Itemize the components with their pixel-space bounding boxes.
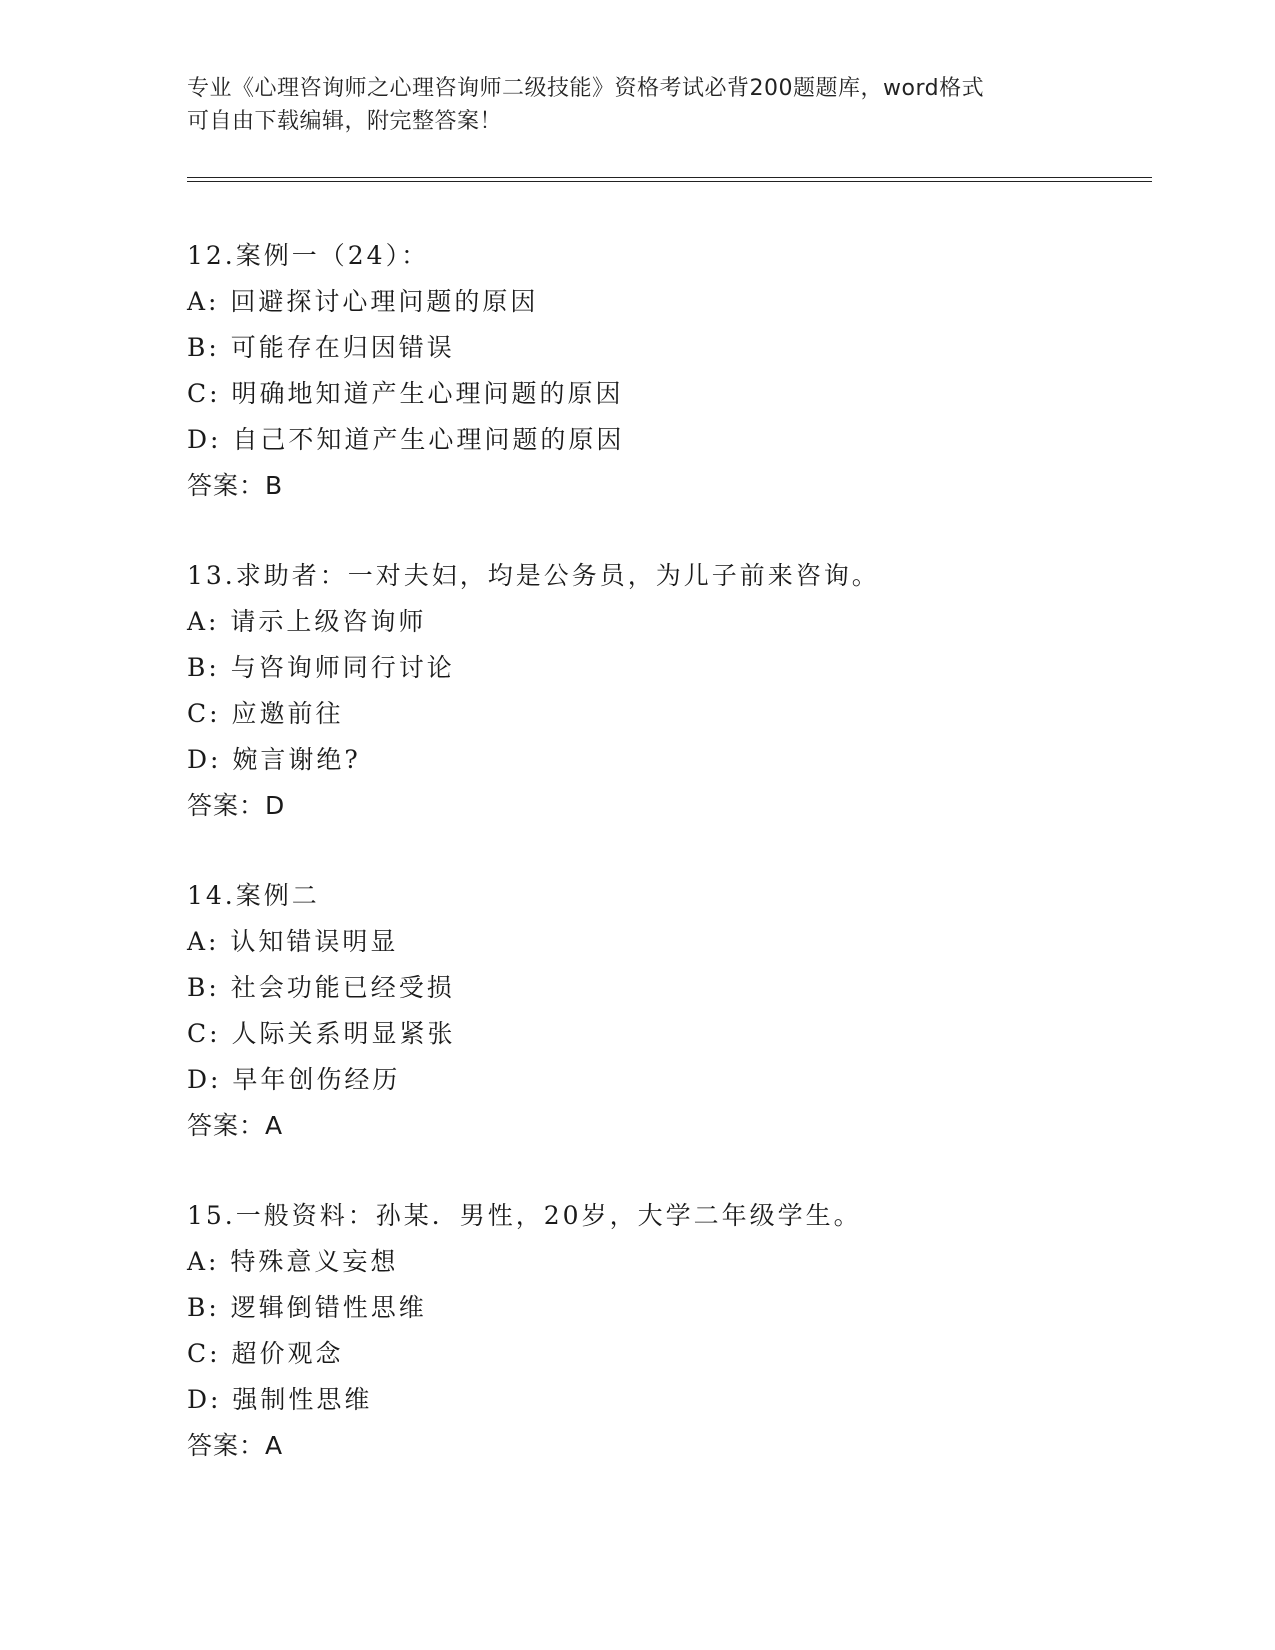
answer: 答案：A: [187, 1111, 284, 1140]
option-c: C: 应邀前往: [187, 699, 344, 728]
question-13: [187, 553, 1147, 873]
option-d: D: 强制性思维: [187, 1385, 373, 1414]
header-divider-top: [187, 177, 1152, 178]
question-stem: 13.求助者：一对夫妇，均是公务员，为儿子前来咨询。: [187, 561, 880, 590]
option-d: D: 自己不知道产生心理问题的原因: [187, 425, 625, 454]
answer: 答案：A: [187, 1431, 284, 1460]
option-a: A: 认知错误明显: [187, 927, 399, 956]
question-15: [187, 1193, 1147, 1513]
option-c: C: 明确地知道产生心理问题的原因: [187, 379, 624, 408]
option-d: D: 早年创伤经历: [187, 1065, 401, 1094]
answer: 答案：B: [187, 471, 284, 500]
option-d: D: 婉言谢绝?: [187, 745, 361, 774]
option-b: B: 社会功能已经受损: [187, 973, 455, 1002]
header-line-2: 可自由下载编辑，附完整答案！: [187, 109, 503, 134]
question-list: [187, 233, 1147, 1513]
header-divider-bottom: [187, 181, 1152, 182]
option-c: C: 人际关系明显紧张: [187, 1019, 456, 1048]
header-line-1: 专业《心理咨询师之心理咨询师二级技能》资格考试必背200题题库，word格式: [187, 76, 985, 101]
question-12: [187, 233, 1147, 553]
option-b: B: 逻辑倒错性思维: [187, 1293, 427, 1322]
question-14: [187, 873, 1147, 1193]
answer: 答案：D: [187, 791, 286, 820]
option-b: B: 与咨询师同行讨论: [187, 653, 455, 682]
question-stem: 14.案例二: [187, 881, 320, 910]
option-a: A: 特殊意义妄想: [187, 1247, 399, 1276]
option-c: C: 超价观念: [187, 1339, 344, 1368]
option-a: A: 回避探讨心理问题的原因: [187, 287, 539, 316]
question-stem: 15.一般资料：孙某．男性，20岁，大学二年级学生。: [187, 1201, 862, 1230]
option-b: B: 可能存在归因错误: [187, 333, 455, 362]
question-stem: 12.案例一（24）：: [187, 241, 430, 270]
option-a: A: 请示上级咨询师: [187, 607, 427, 636]
document-header: [187, 72, 1087, 138]
